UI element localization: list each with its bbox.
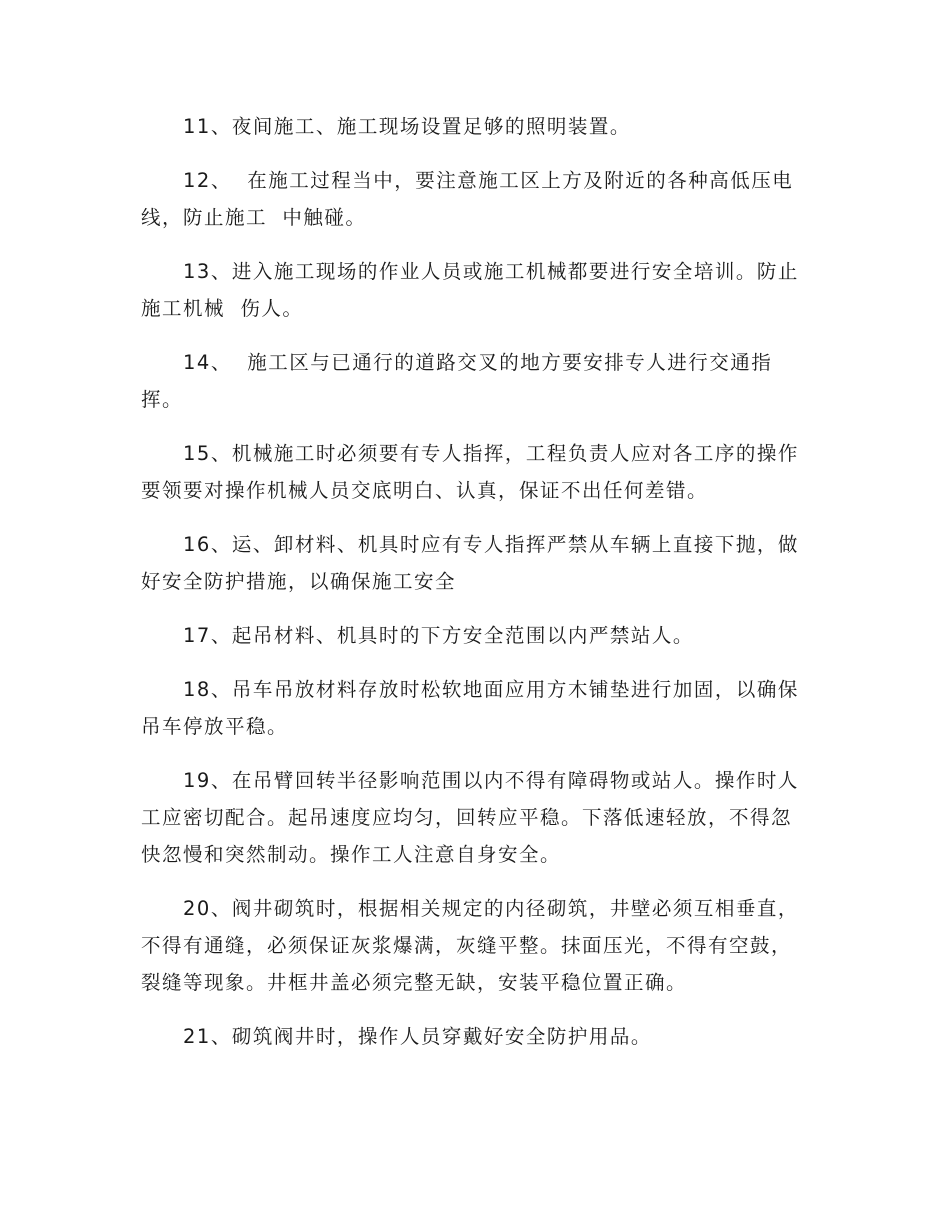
paragraph-item-19: 19、在吊臂回转半径影响范围以内不得有障碍物或站人。操作时人工应密切配合。起吊速度应均匀，回转应平稳。下落低速轻放，不得忽快忽慢和突然制动。操作工人注意自身安全。 xyxy=(141,769,799,866)
paragraph-item-13: 13、进入施工现场的作业人员或施工机械都要进行安全培训。防止施工机械 伤人。 xyxy=(141,260,799,320)
paragraph-item-21: 21、砌筑阀井时，操作人员穿戴好安全防护用品。 xyxy=(183,1025,652,1048)
paragraph-item-16: 16、运、卸材料、机具时应有专人指挥严禁从车辆上直接下抛，做好安全防护措施，以确保施工安全 xyxy=(141,533,799,593)
paragraph-item-11: 11、夜间施工、施工现场设置足够的照明装置。 xyxy=(183,115,631,138)
paragraph-item-18: 18、吊车吊放材料存放时松软地面应用方木铺垫进行加固，以确保吊车停放平稳。 xyxy=(141,678,799,738)
paragraph-item-17: 17、起吊材料、机具时的下方安全范围以内严禁站人。 xyxy=(183,624,694,647)
document-body xyxy=(141,108,811,1072)
paragraph-item-14: 14、 施工区与已通行的道路交叉的地方要安排专人进行交通指挥。 xyxy=(141,351,773,411)
paragraph-item-20: 20、阀井砌筑时，根据相关规定的内径砌筑，井壁必须互相垂直，不得有通缝，必须保证灰浆爆满，灰缝平整。抹面压光，不得有空鼓，裂缝等现象。井框井盖必须完整无缺，安装平稳位置正确。 xyxy=(141,897,799,994)
paragraph-item-12: 12、 在施工过程当中，要注意施工区上方及附近的各种高低压电线，防止施工 中触碰。 xyxy=(141,169,794,229)
paragraph-item-15: 15、机械施工时必须要有专人指挥，工程负责人应对各工序的操作要领要对操作机械人员交底明白、认真，保证不出任何差错。 xyxy=(141,442,799,502)
